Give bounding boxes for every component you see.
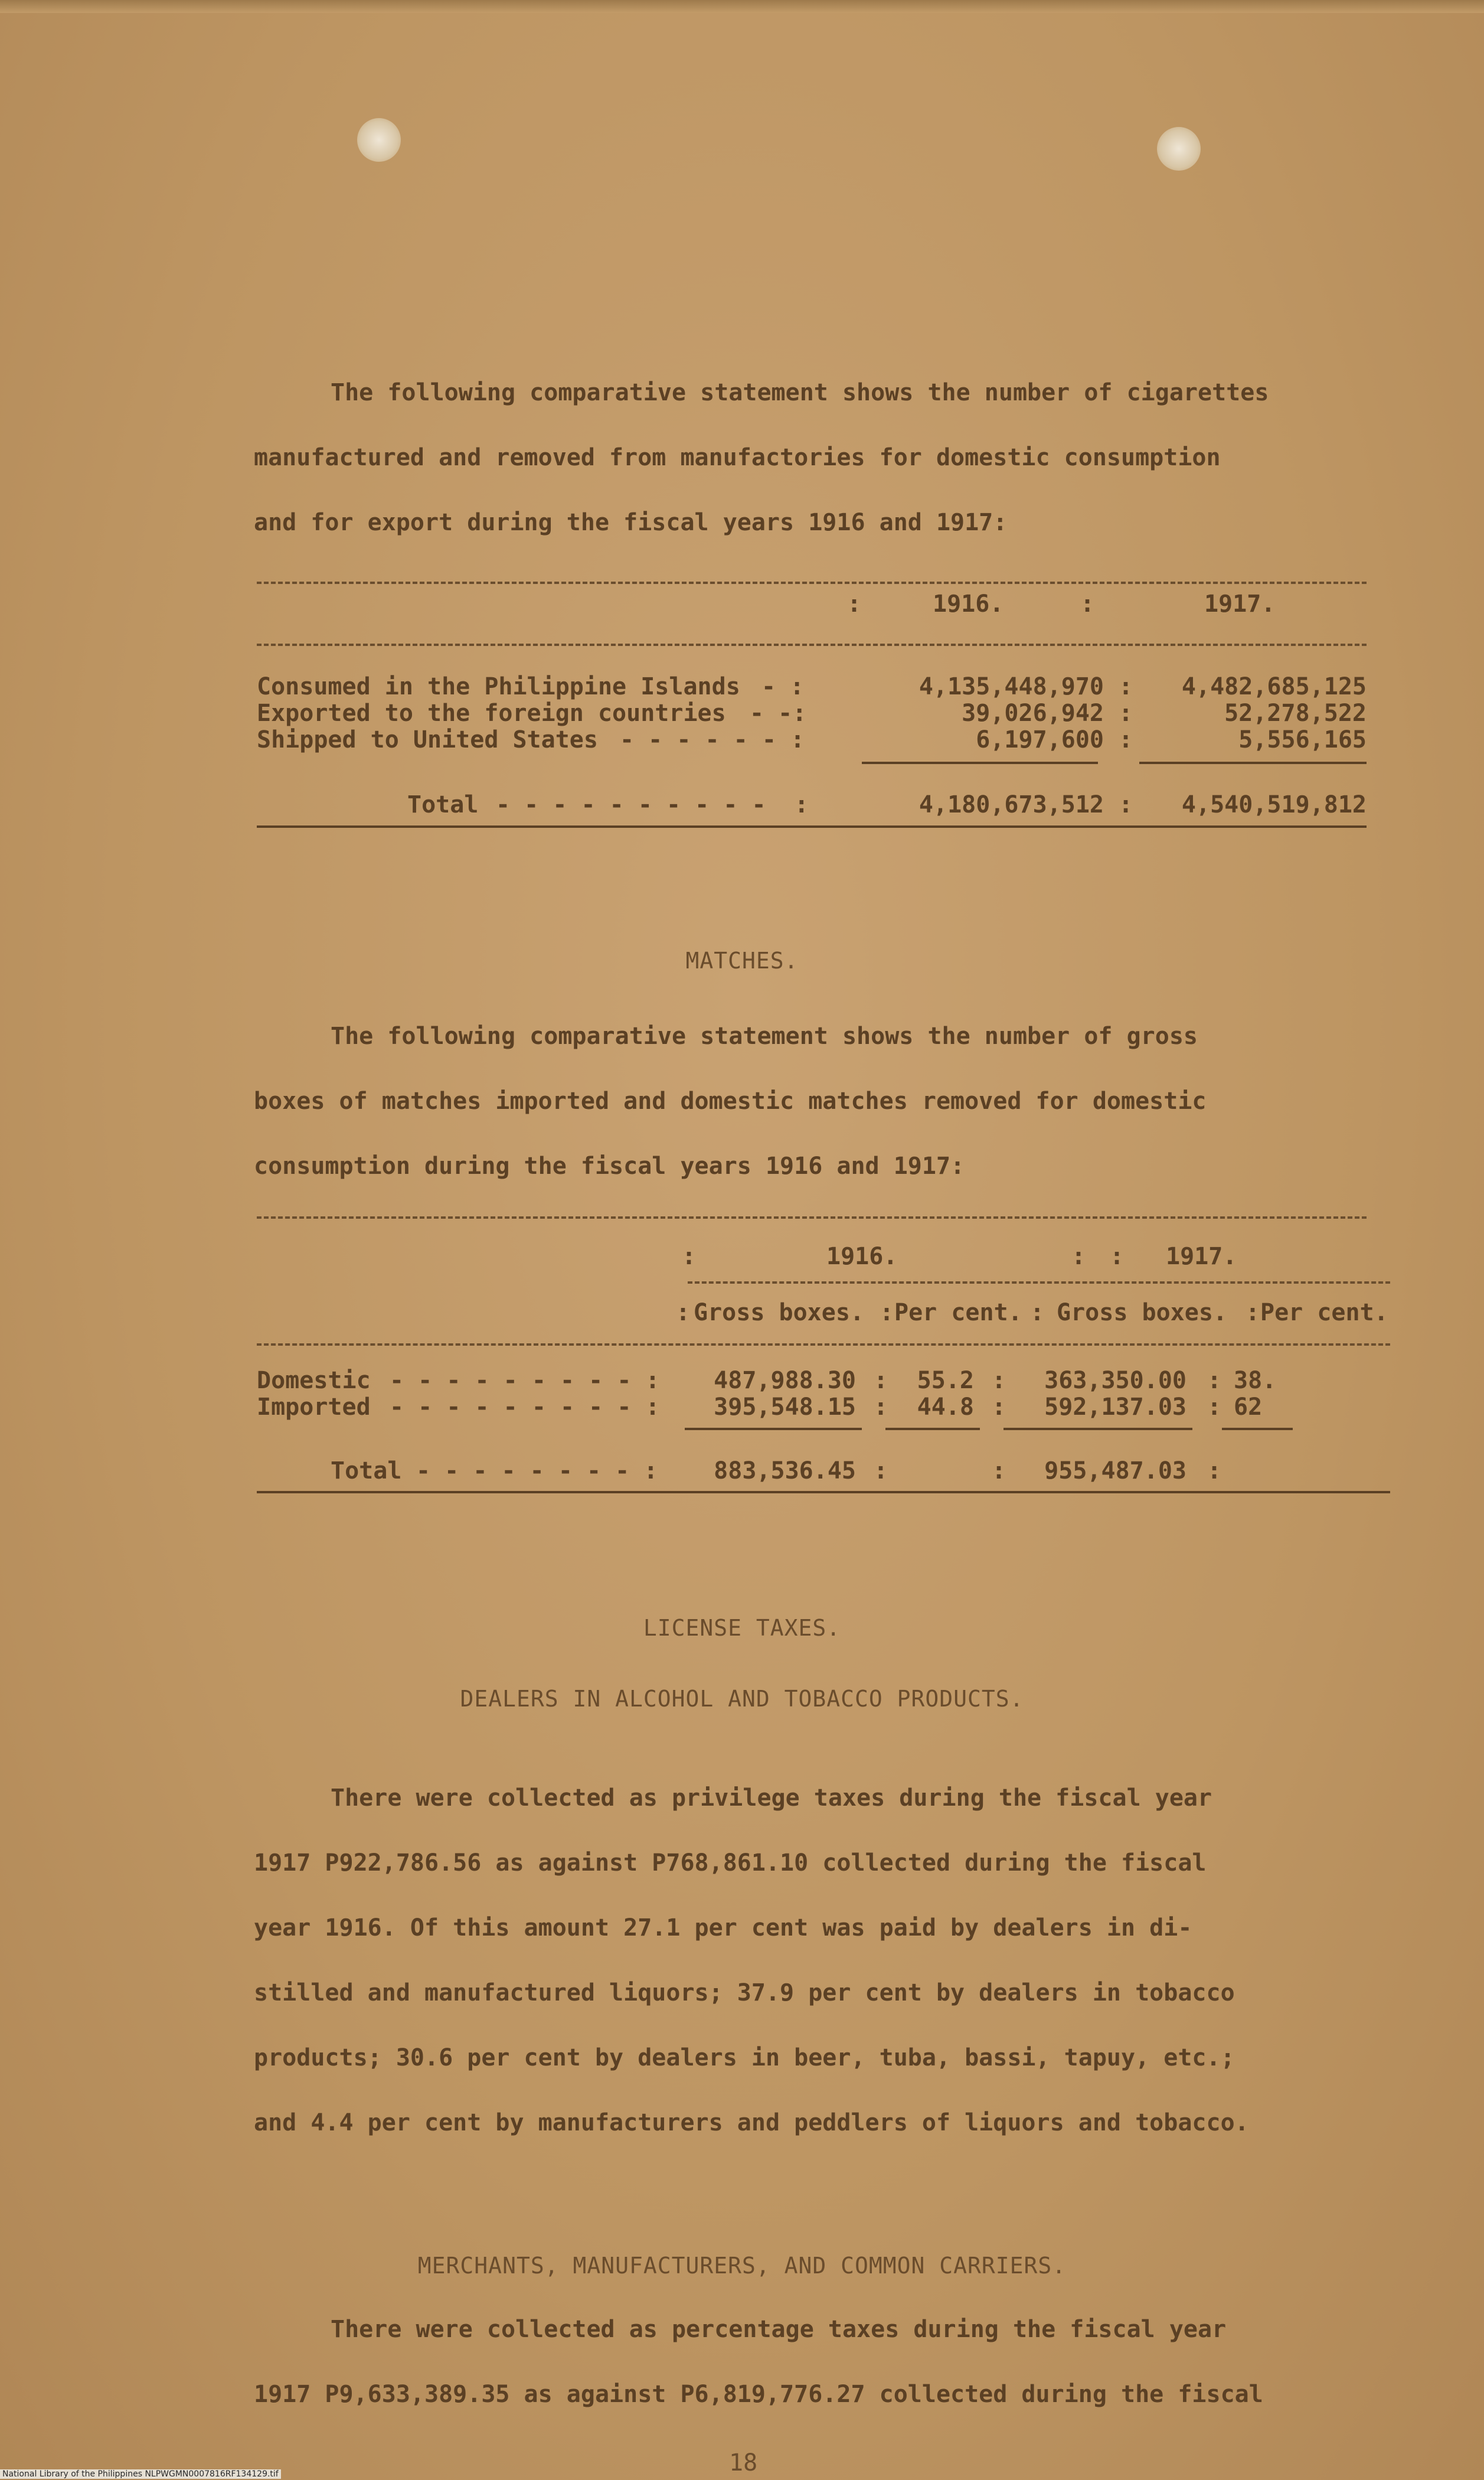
subtotal-rule [1139, 762, 1367, 764]
col-separator: : [1119, 726, 1133, 753]
col-separator: : [874, 1394, 888, 1421]
col-separator: : [992, 1457, 1006, 1484]
gross-1917: 592,137.03 [1044, 1394, 1186, 1421]
col-separator: : [1030, 1299, 1045, 1326]
page-top-edge [0, 0, 1484, 13]
row-label: Shipped to United States [257, 726, 598, 753]
row-leader: - - - - - - - - - : [390, 1367, 660, 1394]
subcolumn-header: Per cent. [894, 1299, 1022, 1326]
gross-1916: 395,548.15 [714, 1394, 856, 1421]
percent-1917: 38. [1234, 1367, 1277, 1394]
col-separator: : [880, 1299, 894, 1326]
col-separator: : [874, 1457, 888, 1484]
merchants-heading: MERCHANTS, MANUFACTURERS, AND COMMON CARRIERS. [417, 2253, 1067, 2279]
total-label: Total [407, 791, 479, 818]
row-leader: - - - - - - : [620, 726, 805, 753]
row-label: Exported to the foreign countries [257, 700, 726, 727]
col-separator: : [1207, 1457, 1222, 1484]
column-header-1916: 1916. [933, 590, 1004, 618]
col-separator: : [1119, 673, 1133, 700]
subtotal-rule [1222, 1428, 1293, 1430]
total-leader: - - - - - - - - : [416, 1457, 658, 1484]
subtotal-rule [1004, 1428, 1192, 1430]
page-number: 18 [729, 2449, 758, 2476]
total-label: Total [331, 1457, 402, 1484]
row-value-1916: 39,026,942 [962, 700, 1104, 727]
row-label: Imported [257, 1394, 371, 1421]
row-value-1917: 4,482,685,125 [1181, 673, 1367, 700]
subcolumn-header: Per cent. [1260, 1299, 1388, 1326]
merchants-body [254, 2297, 1405, 2427]
col-separator: : [874, 1367, 888, 1394]
merchants-body-line: 1917 P9,633,389.35 as against P6,819,776.27 collected during the fiscal [254, 2381, 1263, 2408]
gross-1916: 487,988.30 [714, 1367, 856, 1394]
col-separator: : [992, 1394, 1006, 1421]
col-separator: : [1071, 1243, 1086, 1270]
year-header-1916: 1916. [826, 1243, 898, 1270]
matches-intro [254, 1004, 1405, 1199]
col-separator: : [1119, 700, 1133, 727]
matches-intro-line-3: consumption during the fiscal years 1916 and 1917: [254, 1153, 965, 1180]
license-taxes-subheading: DEALERS IN ALCOHOL AND TOBACCO PRODUCTS. [460, 1686, 1024, 1712]
table-top-rule [257, 1216, 1367, 1219]
column-header-1917: 1917. [1204, 590, 1276, 618]
year-header-1917: 1917. [1166, 1243, 1237, 1270]
row-label: Consumed in the Philippine Islands [257, 673, 740, 700]
percent-1917: 62 [1234, 1394, 1263, 1421]
subtotal-rule [685, 1428, 862, 1430]
total-gross-1916: 883,536.45 [714, 1457, 856, 1484]
percent-1916: 44.8 [917, 1394, 974, 1421]
table-top-rule [257, 582, 1367, 584]
header-rule [257, 1343, 1390, 1346]
total-value-1916: 4,180,673,512 [918, 791, 1104, 818]
row-value-1917: 52,278,522 [1224, 700, 1367, 727]
subcolumn-header: Gross boxes. [1057, 1299, 1227, 1326]
percent-1916: 55.2 [917, 1367, 974, 1394]
row-leader: - -: [750, 700, 807, 727]
cigarettes-intro-line-3: and for export during the fiscal years 1916 and 1917: [254, 509, 1008, 536]
cigarettes-intro-line-1: The following comparative statement shows the number of cigarettes [331, 379, 1269, 406]
col-separator: : [676, 1299, 691, 1326]
row-value-1917: 5,556,165 [1238, 726, 1367, 753]
license-body-line: year 1916. Of this amount 27.1 per cent was paid by dealers in di- [254, 1914, 1192, 1941]
col-separator: : [992, 1367, 1006, 1394]
col-separator: : [1207, 1367, 1222, 1394]
col-separator: : [1207, 1394, 1222, 1421]
total-value-1917: 4,540,519,812 [1181, 791, 1367, 818]
license-body-line: 1917 P922,786.56 as against P768,861.10 collected during the fiscal [254, 1849, 1207, 1877]
subcolumn-header: Gross boxes. [694, 1299, 864, 1326]
col-separator: : [847, 590, 862, 618]
license-taxes-body [254, 1766, 1405, 2155]
row-label: Domestic [257, 1367, 371, 1394]
matches-intro-line-2: boxes of matches imported and domestic matches removed for domestic [254, 1088, 1207, 1115]
subtotal-rule [862, 762, 1098, 764]
row-leader: - - - - - - - - - : [390, 1394, 660, 1421]
col-separator: : [1080, 590, 1095, 618]
col-separator: : [682, 1243, 697, 1270]
header-rule [257, 644, 1367, 646]
col-separator: : [1110, 1243, 1125, 1270]
archive-footer-note: National Library of the Philippines NLPWGMN0007816RF134129.tif [0, 2469, 281, 2479]
license-body-line: and 4.4 per cent by manufacturers and peddlers of liquors and tobacco. [254, 2109, 1249, 2136]
matches-intro-line-1: The following comparative statement shows the number of gross [331, 1023, 1198, 1050]
license-body-line: There were collected as privilege taxes during the fiscal year [331, 1784, 1212, 1812]
col-separator: : [1119, 791, 1133, 818]
subtotal-rule [885, 1428, 980, 1430]
license-body-line: stilled and manufactured liquors; 37.9 per cent by dealers in tobacco [254, 1979, 1235, 2006]
cigarettes-intro-line-2: manufactured and removed from manufactories for domestic consumption [254, 444, 1221, 471]
year-rule [688, 1281, 1390, 1284]
punch-hole-left [357, 118, 401, 162]
license-body-line: products; 30.6 per cent by dealers in beer, tuba, bassi, tapuy, etc.; [254, 2044, 1235, 2071]
total-leader: - - - - - - - - - - : [496, 791, 809, 818]
row-value-1916: 6,197,600 [976, 726, 1104, 753]
total-rule [257, 1491, 1390, 1493]
total-rule [257, 825, 1367, 828]
merchants-body-line: There were collected as percentage taxes during the fiscal year [331, 2316, 1227, 2343]
gross-1917: 363,350.00 [1044, 1367, 1186, 1394]
punch-hole-right [1157, 127, 1201, 171]
row-leader: - : [761, 673, 805, 700]
matches-heading: MATCHES. [685, 948, 799, 974]
total-gross-1917: 955,487.03 [1044, 1457, 1186, 1484]
col-separator: : [1246, 1299, 1260, 1326]
cigarettes-intro [254, 360, 1405, 555]
license-taxes-heading: LICENSE TAXES. [643, 1615, 841, 1641]
row-value-1916: 4,135,448,970 [918, 673, 1104, 700]
